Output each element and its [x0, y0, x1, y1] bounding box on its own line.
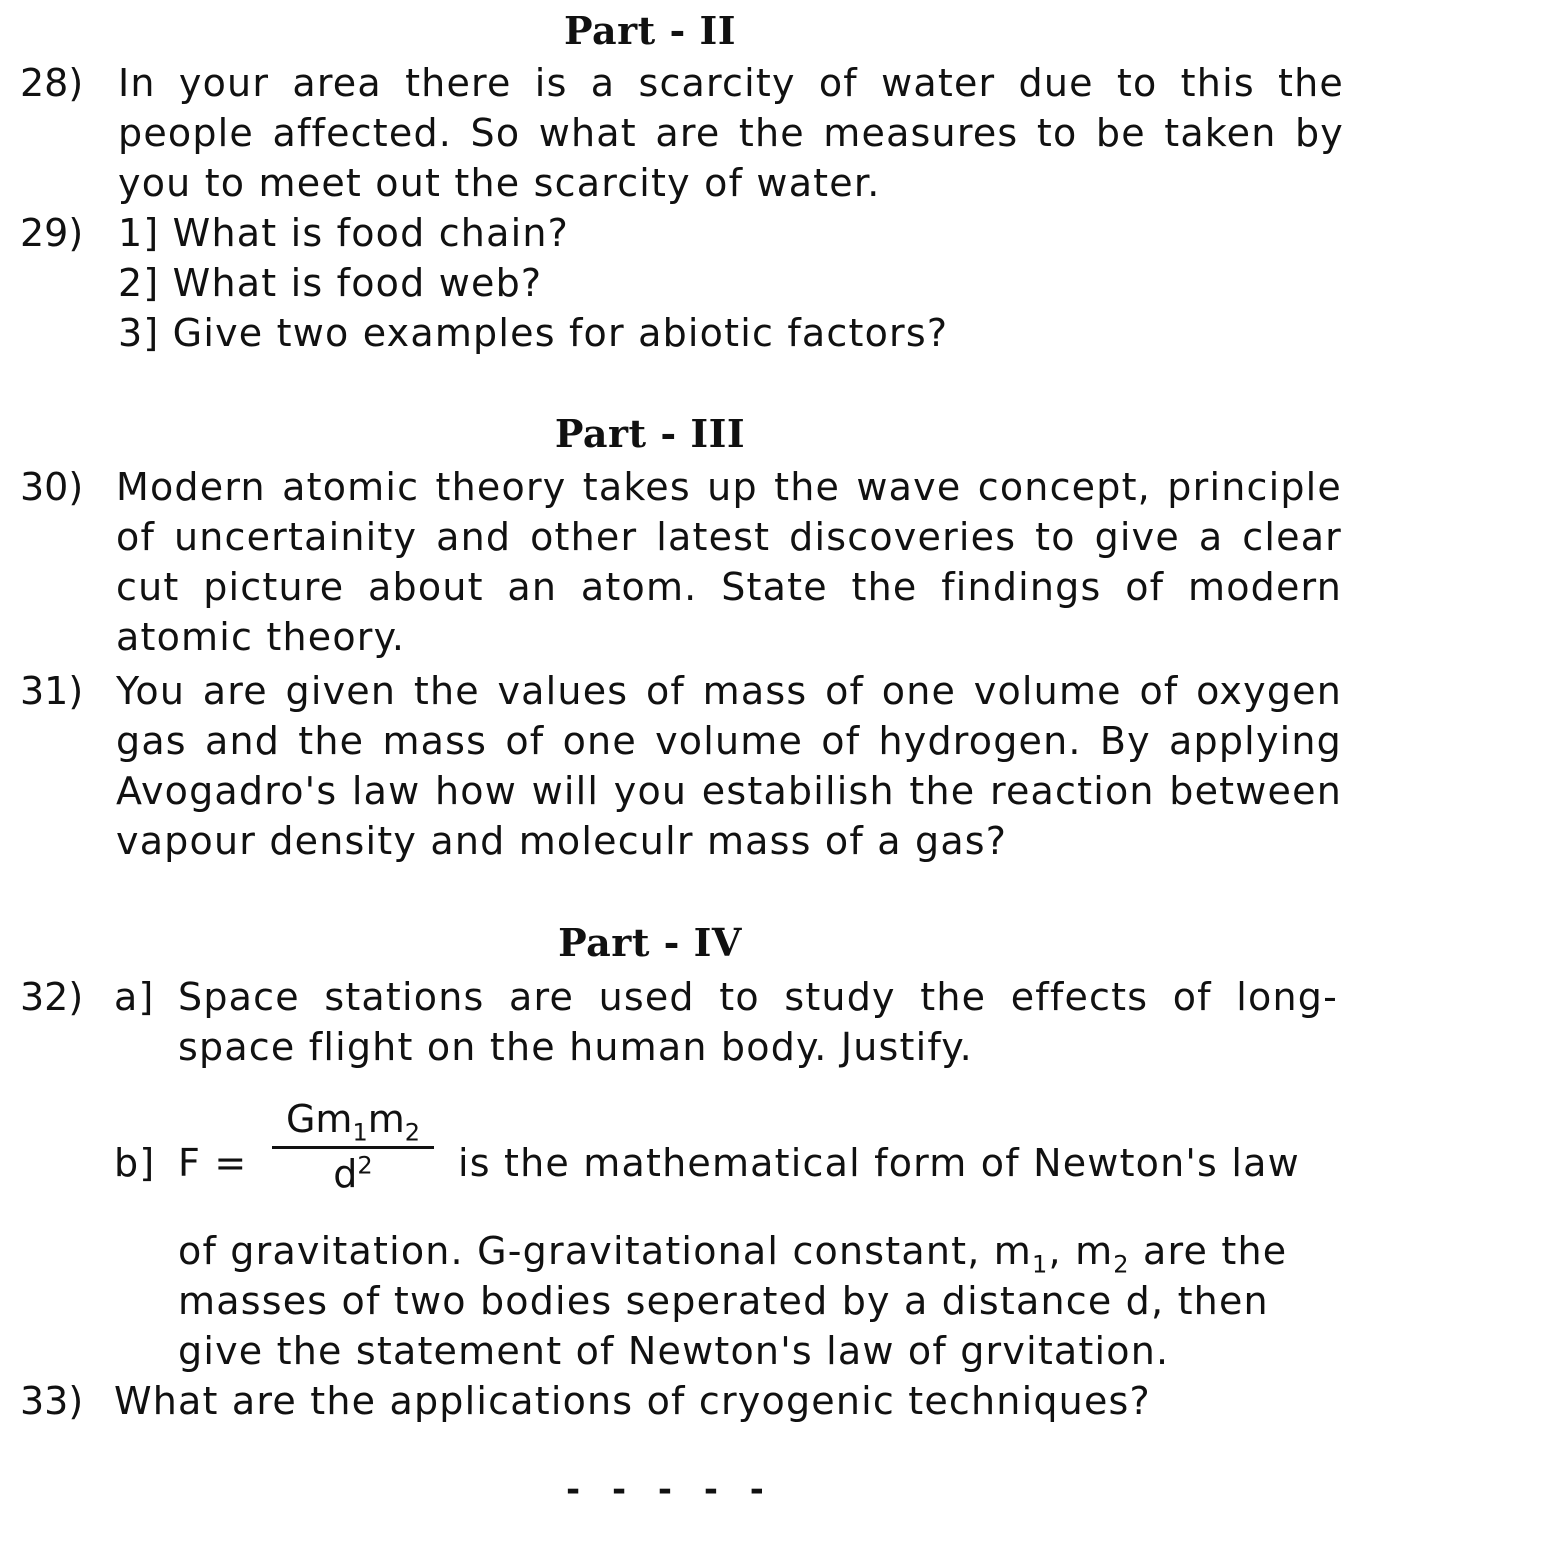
end-marker: - - - - -: [566, 1470, 774, 1510]
q28-text: In your area there is a scarcity of water due to this the people affected. So what are the measures to be taken by you to meet out the scarcity of water.: [118, 61, 1344, 205]
part-iii-heading: Part - III: [554, 411, 746, 456]
q33-number: 33): [20, 1379, 84, 1423]
q29-item-1: 1] What is food chain?: [118, 211, 569, 255]
q32-b-after: is the mathematical form of Newton's law: [458, 1141, 1300, 1185]
q32-a-text: Space stations are used to study the effects of long-space flight on the human body. Justify.: [178, 975, 1338, 1069]
q32-b-lhs: F =: [178, 1141, 248, 1185]
q29-item-3: 3] Give two examples for abiotic factors?: [118, 311, 949, 355]
q32-b-label: b]: [114, 1141, 156, 1185]
q33-text: What are the applications of cryogenic techniques?: [114, 1379, 1151, 1423]
q31-number: 31): [20, 669, 84, 713]
q28-number: 28): [20, 61, 84, 105]
q32-a-label: a]: [114, 975, 155, 1019]
q30-text: Modern atomic theory takes up the wave concept, principle of uncertainity and other latest discoveries to give a clear cut picture about an atom. State the findings of modern atomic theory.: [116, 465, 1342, 659]
gravitation-fraction: [268, 1097, 438, 1196]
part-iv-heading: Part - IV: [558, 920, 742, 965]
q32-b-continuation: [178, 1226, 1340, 1376]
fraction-denominator: $d^2$: [333, 1151, 373, 1196]
fraction-numerator: $Gm_1m_2$: [285, 1097, 421, 1147]
q29-number: 29): [20, 211, 84, 255]
q30-number: 30): [20, 465, 84, 509]
q32-b-line-2: masses of two bodies seperated by a distance d, then: [178, 1279, 1269, 1323]
q29-item-2: 2] What is food web?: [118, 261, 543, 305]
q32-b-line-3: give the statement of Newton's law of grvitation.: [178, 1329, 1170, 1373]
q31-text: You are given the values of mass of one volume of oxygen gas and the mass of one volume of hydrogen. By applying Avogadro's law how will you estabilish the reaction between vapour density and moleculr mass of a gas?: [116, 669, 1342, 863]
q29-items: [118, 208, 1344, 358]
q32-number: 32): [20, 975, 84, 1019]
q32-b-line-1: of gravitation. G-gravitational constant, $m_1$, $m_2$ are the: [178, 1229, 1288, 1279]
part-ii-heading: Part - II: [563, 8, 737, 53]
